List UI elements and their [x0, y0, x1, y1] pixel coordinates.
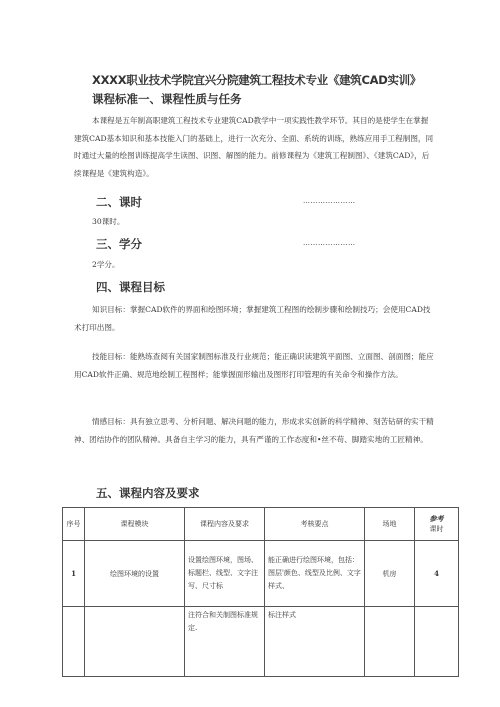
row2-points: 标注样式	[265, 607, 365, 677]
course-content-table	[62, 507, 459, 677]
row1-points: 能正确进行绘图环境，包括：图层'颜色、线型及比例、文字样式、	[265, 541, 365, 607]
table-row	[63, 541, 459, 607]
row1-no: 1	[63, 541, 85, 607]
header-content: 课程内容及要求	[185, 508, 265, 541]
header-module: 课程模块	[85, 508, 185, 541]
table-row	[63, 607, 459, 677]
content-heading: 五、课程内容及要求	[96, 486, 200, 500]
skills-goal: 技能目标：能熟练查阅有关国家制图标准及行业规范；能正确识读建筑平面图、立面图、剖面图；能应用CAD软件正确、规范地绘制工程图样；能掌握面形输出及图形打印管理的有关命令和操作方法。	[74, 352, 434, 379]
hours-heading: 二、课时	[96, 195, 142, 209]
row2-venue	[365, 607, 415, 677]
hours-value: 30课时。	[92, 217, 125, 226]
row2-no	[63, 607, 85, 677]
hours-dots: …………………	[303, 197, 356, 205]
header-venue: 场地	[365, 508, 415, 541]
emotion-goal: 情感目标：具有独立思考、分析问题、解决问题的能力，形成求实创新的科学精神、刻苦钻研的实干精神、团结协作的团队精神。具备自主学习的能力，具有严谨的工作态度和•丝不苟、脚踏实地的工匠精神。	[74, 417, 434, 444]
row1-hours: 4	[415, 541, 459, 607]
credits-heading: 三、学分	[96, 237, 142, 251]
row1-content: 设置绘图环境，图场、标题栏、线型、文字注写、尺寸标	[185, 541, 265, 607]
goals-heading: 四、课程目标	[96, 280, 165, 294]
credits-dots: …………………	[303, 239, 356, 247]
knowledge-goal: 知识目标：掌握CAD软件的界面和绘图环境；掌握建筑工程图的绘制步骤和绘制技巧；会使用CAD技术打印出图。	[74, 305, 431, 332]
header-ref-hours	[415, 508, 459, 541]
header-points: 考核要点	[265, 508, 365, 541]
header-ref: 参考	[429, 514, 444, 523]
header-no: 序号	[63, 508, 85, 541]
row2-hours	[415, 607, 459, 677]
credits-value: 2学分。	[92, 260, 120, 269]
row2-module	[85, 607, 185, 677]
table-header-row	[63, 508, 459, 541]
document-title: XXXX职业技术学院宜兴分院建筑工程技术专业《建筑CAD实训》	[92, 73, 422, 87]
header-hours: 课时	[429, 525, 444, 533]
intro-paragraph: 本课程是五年制高职建筑工程技术专业建筑CAD教学中一项实践性教学环节。其目的是使学生在掌握建筑CAD基本知识和基本技能入门的基础上，进行一次充分、全面、系统的训练，熟练应用手工程制图，同时通过大量的绘图训练提高学生读图、识图、解图的能力。前修课程为《建筑工程制图》、《建筑CAD》，后续课程是《建筑构造》。	[74, 116, 434, 178]
row1-venue: 机房	[365, 541, 415, 607]
row2-content: 注符合和关制图标准规定.	[185, 607, 265, 677]
row1-module: 绘图环境的设置	[85, 541, 185, 607]
document-subtitle: 课程标准一、课程性质与任务	[92, 92, 242, 106]
